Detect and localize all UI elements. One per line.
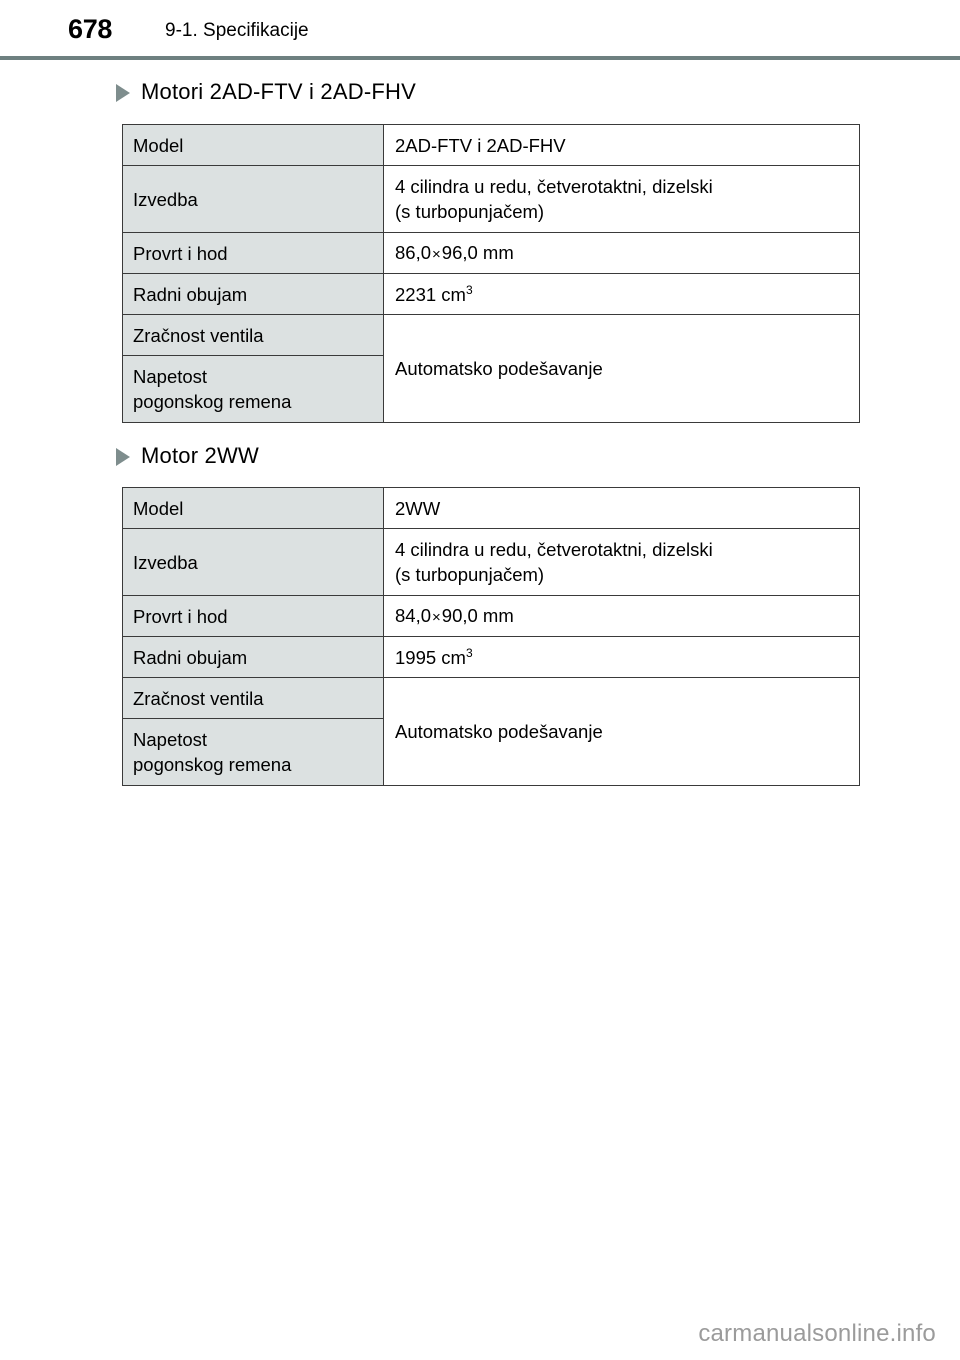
table-row bbox=[123, 529, 860, 596]
row-value-line-2: (s turbopunjačem) bbox=[395, 201, 545, 222]
row-value bbox=[384, 166, 860, 233]
displacement-value: 1995 cm bbox=[395, 646, 466, 668]
spec-table-2ww bbox=[122, 487, 860, 786]
table-row bbox=[123, 315, 860, 356]
stroke-value: 90,0 mm bbox=[441, 604, 514, 626]
table-row bbox=[123, 637, 860, 678]
row-value: 2AD-FTV i 2AD-FHV bbox=[384, 125, 860, 166]
displacement-exponent: 3 bbox=[465, 645, 473, 660]
stroke-value: 96,0 mm bbox=[441, 241, 514, 263]
row-value bbox=[384, 274, 860, 315]
row-label: Model bbox=[123, 125, 384, 166]
row-value bbox=[384, 233, 860, 274]
table-row bbox=[123, 678, 860, 719]
triangle-right-icon bbox=[116, 448, 130, 466]
row-label bbox=[123, 356, 384, 423]
row-label: Provrt i hod bbox=[123, 233, 384, 274]
row-label: Model bbox=[123, 488, 384, 529]
row-label-line-2: pogonskog remena bbox=[133, 754, 292, 775]
row-value bbox=[384, 529, 860, 596]
row-value bbox=[384, 637, 860, 678]
row-label: Zračnost ventila bbox=[123, 315, 384, 356]
row-label: Provrt i hod bbox=[123, 596, 384, 637]
row-label bbox=[123, 719, 384, 786]
page-title: 9-1. Specifikacije bbox=[165, 20, 309, 41]
row-value-merged: Automatsko podešavanje bbox=[384, 678, 860, 786]
row-label: Radni obujam bbox=[123, 274, 384, 315]
row-value: 2WW bbox=[384, 488, 860, 529]
row-value-line-2: (s turbopunjačem) bbox=[395, 564, 545, 585]
row-label: Izvedba bbox=[123, 529, 384, 596]
row-label-line-1: Napetost bbox=[133, 729, 208, 750]
bore-value: 86,0 bbox=[395, 241, 432, 263]
table-row bbox=[123, 233, 860, 274]
row-label: Zračnost ventila bbox=[123, 678, 384, 719]
page-header bbox=[0, 0, 960, 58]
row-value-line-1: 4 cilindra u redu, četverotaktni, dizelski bbox=[395, 539, 713, 560]
multiply-icon: × bbox=[432, 608, 441, 626]
displacement-value: 2231 cm bbox=[395, 283, 466, 305]
displacement-exponent: 3 bbox=[465, 282, 473, 297]
triangle-right-icon bbox=[116, 84, 130, 102]
section-heading-label: Motori 2AD-FTV i 2AD-FHV bbox=[141, 79, 416, 104]
section-heading-label: Motor 2WW bbox=[141, 443, 259, 468]
row-label: Izvedba bbox=[123, 166, 384, 233]
spec-table-2ad bbox=[122, 124, 860, 423]
table-row bbox=[123, 166, 860, 233]
multiply-icon: × bbox=[432, 245, 441, 263]
section-heading-engine-2ww bbox=[116, 443, 259, 469]
row-label-line-2: pogonskog remena bbox=[133, 391, 292, 412]
header-divider bbox=[0, 56, 960, 60]
watermark: carmanualsonline.info bbox=[698, 1320, 936, 1347]
row-value-merged: Automatsko podešavanje bbox=[384, 315, 860, 423]
row-value-line-1: 4 cilindra u redu, četverotaktni, dizelski bbox=[395, 176, 713, 197]
table-row bbox=[123, 125, 860, 166]
table-row bbox=[123, 488, 860, 529]
row-value bbox=[384, 596, 860, 637]
row-label: Radni obujam bbox=[123, 637, 384, 678]
page-number: 678 bbox=[68, 14, 113, 44]
bore-value: 84,0 bbox=[395, 604, 432, 626]
table-row bbox=[123, 274, 860, 315]
section-heading-engines-2ad bbox=[116, 79, 416, 105]
table-row bbox=[123, 596, 860, 637]
row-label-line-1: Napetost bbox=[133, 366, 208, 387]
